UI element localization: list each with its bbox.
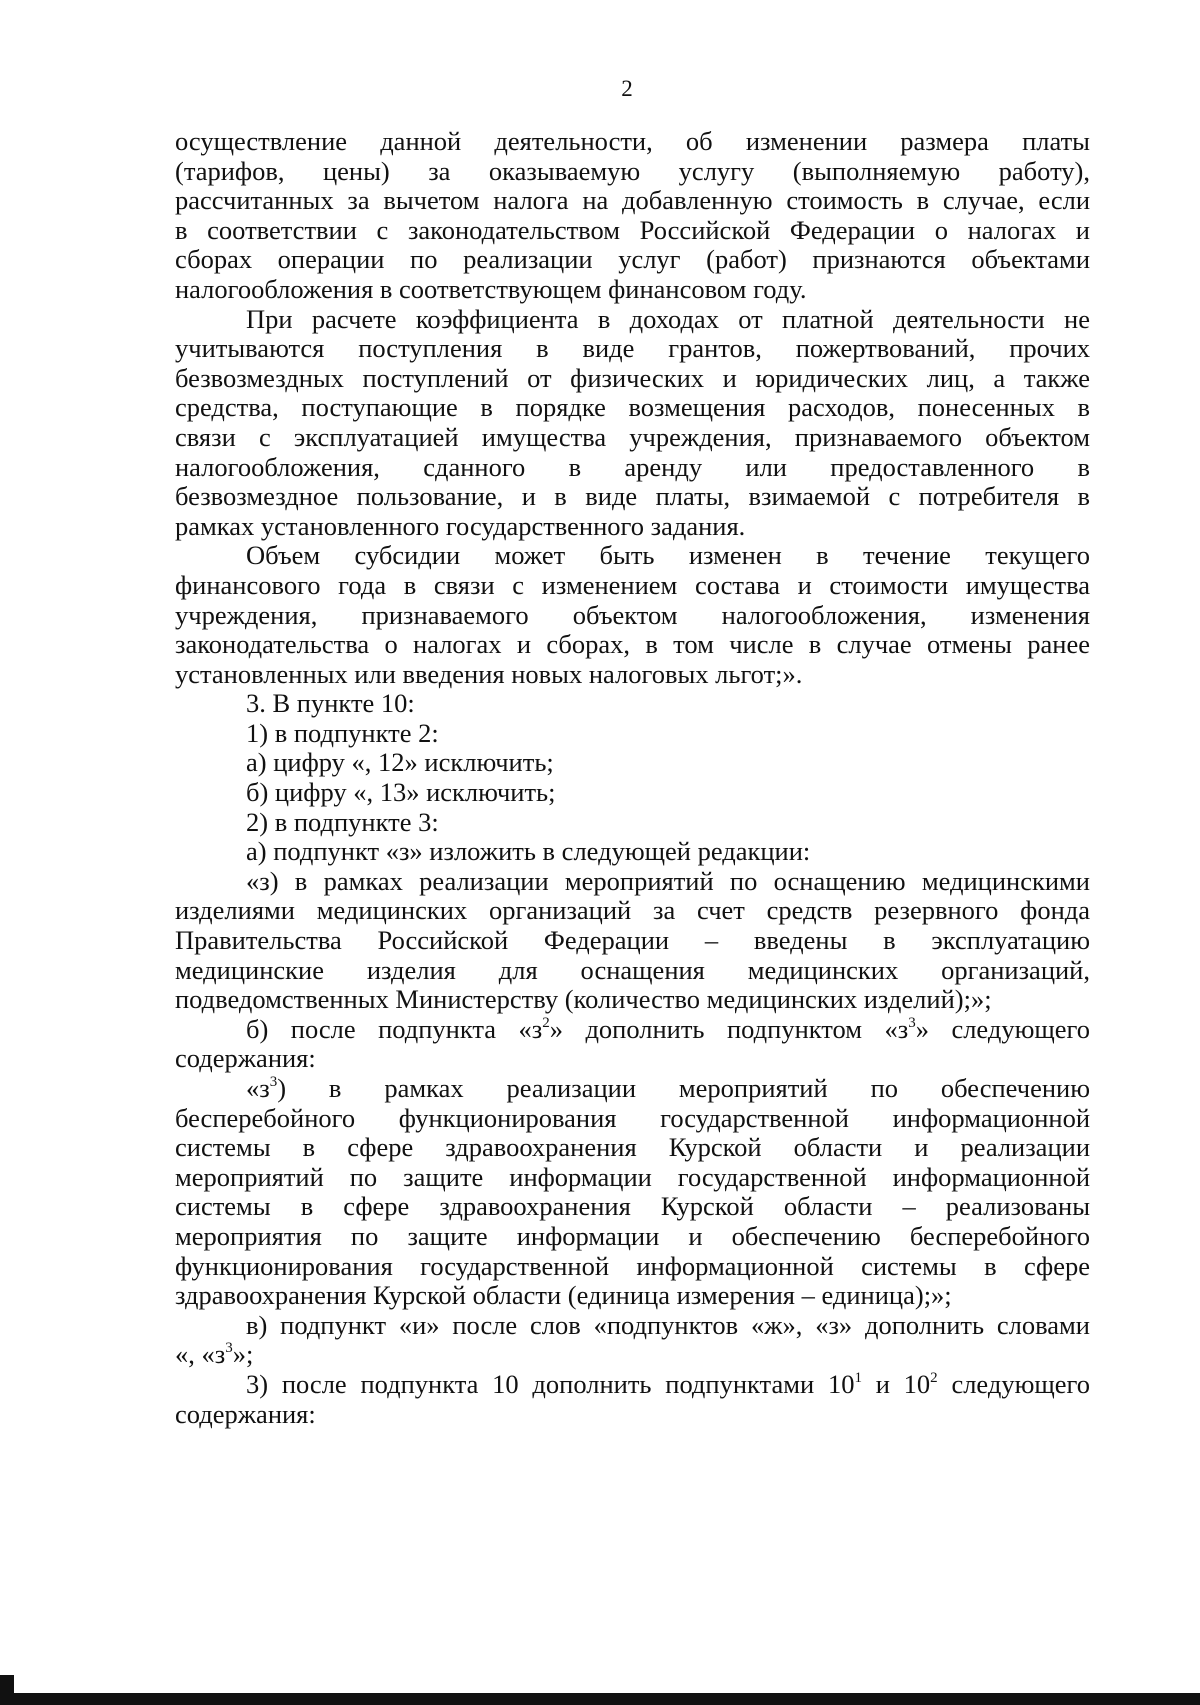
scan-edge-corner — [0, 1675, 14, 1705]
text-line: безвозмездное пользование, и в виде платы, взимаемой с потребителя в — [175, 481, 1090, 512]
text-line: системы в сфере здравоохранения Курской области и реализации — [175, 1132, 1090, 1163]
text-line: налогообложения, сданного в аренду или предоставленного в — [175, 451, 1090, 482]
text-line: бесперебойного функционирования государственной информационной — [175, 1102, 1090, 1133]
text-line: сборах операции по реализации услуг (работ) признаются объектами — [175, 244, 1090, 275]
item-subpoint-2: 1) в подпункте 2: — [246, 717, 439, 748]
text-line: рассчитанных за вычетом налога на добавленную стоимость в случае, если — [175, 185, 1090, 216]
text-line: законодательства о налогах и сборах, в том числе в случае отмены ранее — [175, 629, 1090, 660]
item-subpoint-3a: а) подпункт «з» изложить в следующей редакции: — [246, 836, 811, 867]
document-body — [175, 127, 1090, 1429]
item-point-10: 3. В пункте 10: — [246, 688, 415, 719]
item-subpoint-2b: б) цифру «, 13» исключить; — [246, 777, 556, 808]
text-line: подведомственных Министерству (количество медицинских изделий);»; — [175, 984, 992, 1015]
text-line: налогообложения в соответствующем финансовом году. — [175, 273, 807, 304]
text-line: системы в сфере здравоохранения Курской области – реализованы — [175, 1191, 1090, 1222]
text-line: содержания: — [175, 1398, 316, 1429]
item-subpoint-2a: а) цифру «, 12» исключить; — [246, 747, 554, 778]
page-number: 2 — [621, 76, 633, 101]
text-line: «з) в рамках реализации мероприятий по оснащению медицинскими — [246, 865, 1090, 896]
text-line: учреждения, признаваемого объектом налогообложения, изменения — [175, 599, 1090, 630]
text-line: безвозмездных поступлений от физических и юридических лиц, а также — [175, 362, 1090, 393]
text-line: связи с эксплуатацией имущества учреждения, признаваемого объектом — [175, 421, 1090, 452]
item-subpoint-3: 2) в подпункте 3: — [246, 806, 439, 837]
text-line: При расчете коэффициента в доходах от платной деятельности не — [246, 303, 1090, 334]
text-line: финансового года в связи с изменением состава и стоимости имущества — [175, 569, 1090, 600]
text-line: здравоохранения Курской области (единица измерения – единица);»; — [175, 1280, 952, 1311]
text-line: мероприятий по защите информации государственной информационной — [175, 1161, 1090, 1192]
text-line: функционирования государственной информационной системы в сфере — [175, 1250, 1090, 1281]
text-line: Объем субсидии может быть изменен в течение текущего — [246, 540, 1090, 571]
text-line: мероприятия по защите информации и обеспечению бесперебойного — [175, 1220, 1090, 1251]
item-subpoint-3b: б) после подпункта «$з^2$» дополнить подпунктом «$з^3$» следующего — [246, 1013, 1090, 1044]
text-line: «$з^3$) в рамках реализации мероприятий по обеспечению — [246, 1073, 1090, 1103]
scan-edge-bottom — [0, 1693, 1200, 1705]
text-line: «, «$з^3$»; — [175, 1339, 254, 1370]
item-subpoint-new: 3) после подпункта 10 дополнить подпунктами $10^1$ и $10^2$ следующего — [246, 1368, 1090, 1399]
text-line: (тарифов, цены) за оказываемую услугу (выполняемую работу), — [175, 155, 1090, 186]
text-line: Правительства Российской Федерации – введены в эксплуатацию — [175, 925, 1090, 956]
text-line: медицинские изделия для оснащения медицинских организаций, — [175, 954, 1090, 985]
text-line: установленных или введения новых налоговых льгот;». — [175, 658, 803, 689]
text-line: содержания: — [175, 1043, 316, 1074]
text-line: средства, поступающие в порядке возмещения расходов, понесенных в — [175, 392, 1090, 423]
text-line: осуществление данной деятельности, об изменении размера платы — [175, 126, 1090, 156]
text-line: изделиями медицинских организаций за счет средств резервного фонда — [175, 895, 1090, 926]
item-subpoint-3v: в) подпункт «и» после слов «подпунктов «ж», «з» дополнить словами — [246, 1309, 1090, 1340]
text-line: учитываются поступления в виде грантов, пожертвований, прочих — [175, 333, 1090, 364]
text-line: рамках установленного государственного задания. — [175, 510, 746, 541]
text-line: в соответствии с законодательством Российской Федерации о налогах и — [175, 214, 1090, 245]
